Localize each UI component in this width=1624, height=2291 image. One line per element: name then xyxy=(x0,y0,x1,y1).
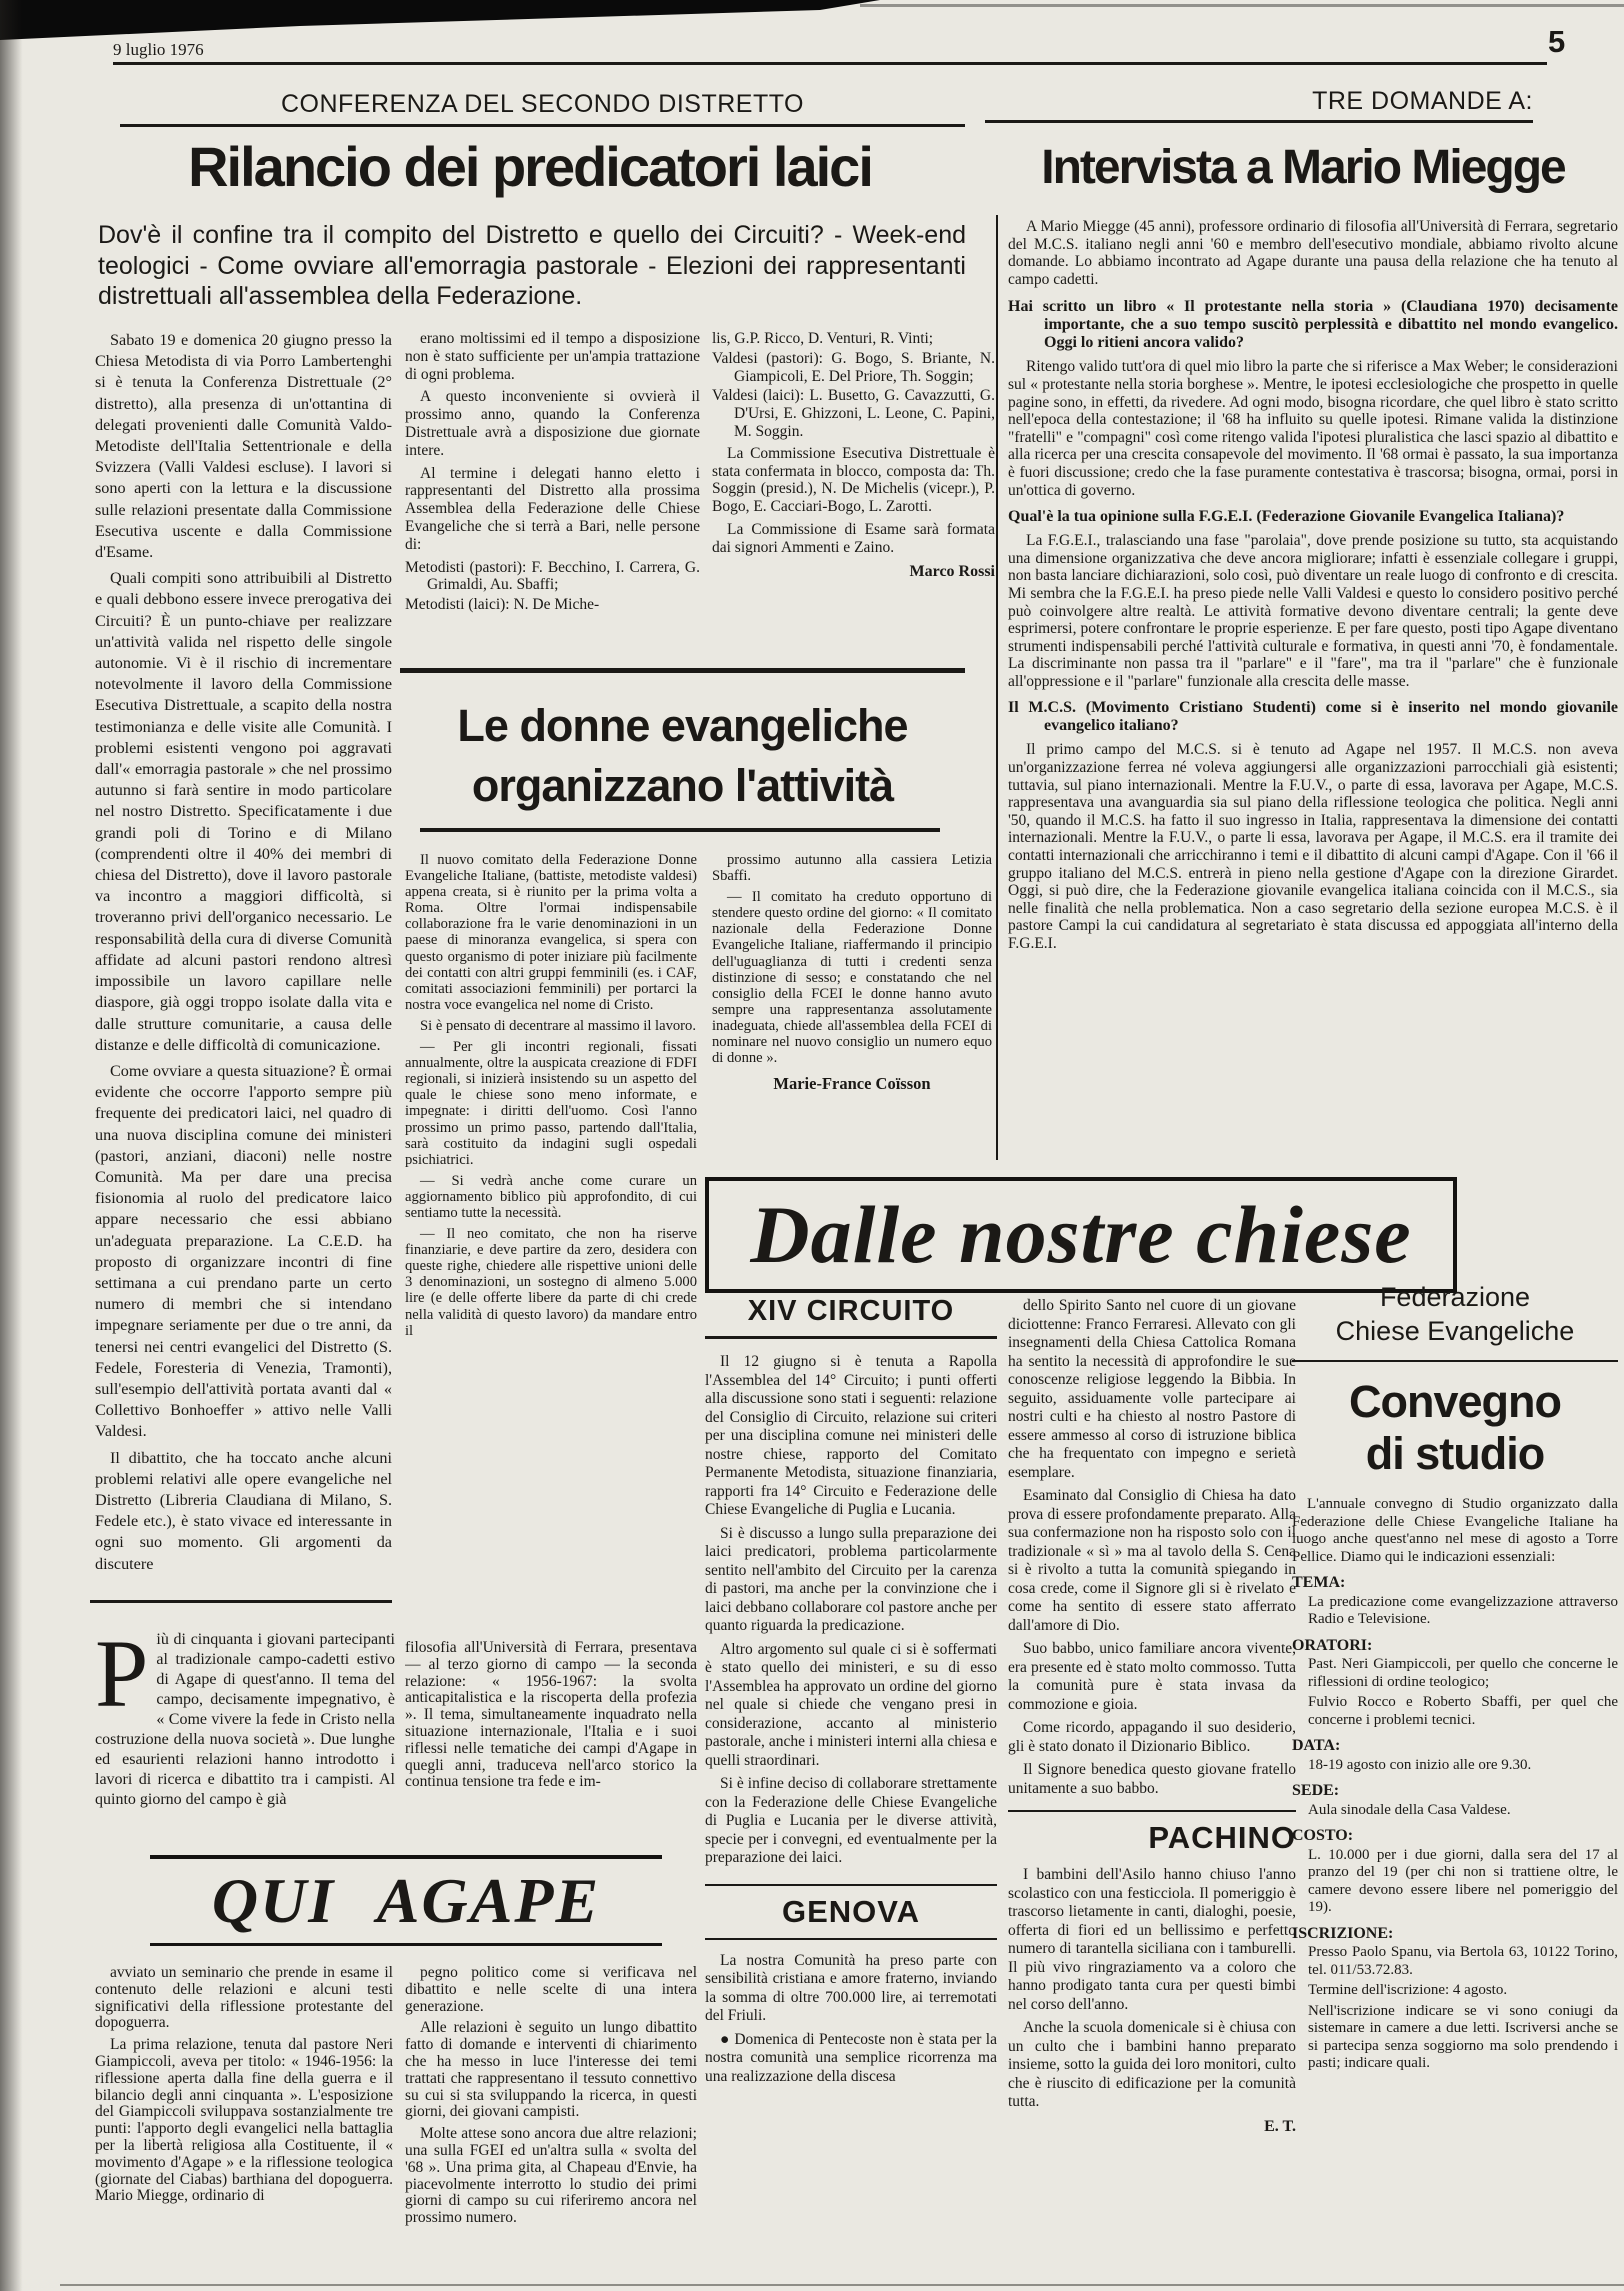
donne-headline-rule xyxy=(420,828,940,832)
rilancio-col2-delegate-list xyxy=(405,559,700,614)
info-item-paragraph: 18-19 agosto con inizio alle ore 9.30. xyxy=(1308,1756,1532,1773)
federazione-header-line2: Chiese Evangeliche xyxy=(1335,1316,1575,1346)
paragraph: lis, G.P. Ricco, D. Venturi, R. Vinti; xyxy=(712,330,934,347)
dalle-column-c xyxy=(1292,1280,1618,2282)
paragraph: Si è discusso a lungo sulla preparazione dei laici predicatori, problema particolarmente sentito nell'ambito del Circuito per la carenza di pastori, ma anche per la convinzione che i laici debbano collaborare col pastore anche per quanto riguarda la predicazione. xyxy=(705,1524,997,1634)
info-item-paragraph: Termine dell'iscrizione: 4 agosto. xyxy=(1308,1982,1508,1998)
xiv-circuito-header: XIV CIRCUITO xyxy=(705,1295,997,1339)
agape-column-2-below xyxy=(405,1965,697,2287)
federazione-header xyxy=(1292,1280,1618,1362)
info-item-paragraph: Nell'iscrizione indicare se vi sono coniugi da sistemare in camere a due letti. Iscriversi anche se si partecipa senza soggiorno ma solo prendendo i pasti; indicare quali. xyxy=(1308,2002,1618,2071)
paragraph: — Si vedrà anche come curare un aggiornamento biblico più approfondito, di cui sentiamo tutte la necessità. xyxy=(405,1172,697,1221)
donne-column-1 xyxy=(405,852,697,1616)
headline-intervista: Intervista a Mario Miegge xyxy=(1041,141,1565,194)
info-item-paragraph: Past. Neri Giampiccoli, per quello che concerne le riflessioni di ordine teologico; xyxy=(1308,1656,1618,1690)
donne-headline-line2: organizzano l'attività xyxy=(471,760,894,811)
kicker-left-rule xyxy=(120,124,965,127)
info-item-label: ISCRIZIONE: xyxy=(1292,1924,1394,1942)
info-item-label: SEDE: xyxy=(1292,1782,1340,1799)
paragraph: Il dibattito, che ha toccato anche alcuni problemi relativi alle opere evangeliche nel Distretto (Libreria Claudiana di Milano, S. Fedele etc.), è stato vivace ed interessante in ogni suo momento. Gli argomenti da discutere xyxy=(95,1448,392,1573)
paragraph: A questo inconveniente si ovvierà il prossimo anno, quando la Conferenza Distrettuale avrà a disposizione due giornate intere. xyxy=(405,388,700,459)
interview-question: Qual'è la tua opinione sulla F.G.E.I. (Federazione Giovanile Evangelica Italiana)? xyxy=(1008,508,1565,526)
paragraph: Molte attese sono ancora due altre relazioni; una sulla FGEI ed un'altra sulla « svolta del '68 ». Una prima gita, al Chapeau d'Envie, ha piacevolmente interrotto lo studio dei primi giorni di campo su cui riferiremo ancora nel prossimo numero. xyxy=(405,2125,697,2227)
info-item-label: TEMA: xyxy=(1292,1574,1346,1591)
interview-answer: La F.G.E.I., tralasciando una fase "parolaia", dove prende posizione su tutto, sta acquistando una dimensione organizzativa che deve ancora migliorare; infatti è essenziale collegare i gruppi, non basta lanciare dichiarazioni, solo così, può diventare un reale luogo di confronto e di crescita. Mi sembra che la F.G.E.I. ha preso piede nelle Valli Valdesi e questo lo considero positivo perché può coinvolgere altre realtà. Le attività formative devono diventare centrali; la gente deve esprimersi, potere confrontare le proprie esperienze. E per fare questo, posti tipo Agape diventano strumenti indispensabili perché l'attività culturale e formativa, in questi anni '70, è fondamentale. La discriminante non passa tra il "parlare" e il "fare", ma tra il "parlare" che è funzionale all'oppressione e il "parlare" funzionale alla crescita delle masse. xyxy=(1008,532,1618,690)
agape-lead-text: iù di cinquanta i giovani partecipanti al tradizionale campo-cadetti estivo di Agape di quest'anno. Il tema del campo, decisamente impegnativo, è « Come vivere la fede in Cristo nella costruzione della nuova società ». Due lunghe ed esaurienti relazioni hanno introdotto i lavori di ricerca e dibattito tra i campisti. Al quinto giorno del campo è già xyxy=(95,1631,395,1808)
dalle-column-b xyxy=(1008,1297,1296,2287)
paragraph: I bambini dell'Asilo hanno chiuso l'anno scolastico con una festicciola. Il pomeriggio è trascorso lietamente in canti, dialoghi, poesie, offerta di fiori ed un bellissimo e perfetto numero di tarantella siciliana con i tamburelli. Il più vivo ringraziamento va a coloro che hanno prodigato tanta cura per questi bimbi nel corso dell'anno. xyxy=(1008,1866,1296,2013)
agape-col2-above-text: filosofia all'Università di Ferrara, presentava — al terzo giorno di campo — la seconda relazione: « 1956-1967: la svolta anticapitalistica e la riscoperta della profezia ». Il tema, simultaneamente inquadrato nella situazione internazionale, l'Italia e i suoi riflessi nelle tematiche dei campi d'Agape in quegli anni, traduceva nell'arco storico la continua tensione tra fede e im- xyxy=(405,1640,697,1791)
paragraph: Il nuovo comitato della Federazione Donne Evangeliche Italiane, (battiste, metodiste valdesi) appena creata, si è riunito per la prima volta a Roma. Oltre l'ormai indispensabile collaborazione fra le varie denominazioni in un paese di minoranza evangelica, si spera con questo organismo di poter iniziare più facilmente dei contatti con altri gruppi femminili (es. i CAF, comitati associazioni femminili) per portarci la nostra voce evangelica nel nome di Cristo. xyxy=(405,852,697,1013)
headline-rilancio: Rilancio dei predicatori laici xyxy=(188,135,872,198)
paragraph: prossimo autunno alla cassiera Letizia Sbaffi. xyxy=(712,852,992,885)
kicker-left: CONFERENZA DEL SECONDO DISTRETTO xyxy=(280,90,804,118)
info-item-label: DATA: xyxy=(1292,1737,1341,1754)
interview-question: Hai scritto un libro « Il protestante nella storia » (Claudiana 1970) decisamente importante, che a suo tempo suscitò perplessità e dibattito nel mondo evangelico. Oggi lo ritieni ancora valido? xyxy=(1008,298,1618,352)
info-item-label: COSTO: xyxy=(1292,1827,1354,1844)
interview-answer: Il primo campo del M.C.S. si è tenuto ad Agape nel 1957. Il M.C.S. non aveva un'organizzazione ferrea né voleva aggiungersi alle organizzazioni parrocchiali già esistenti; tuttavia, sul piano internazionali. Mentre la F.U.V., o parte di essa, lavorava per Agape, M.C.S. rappresentava una avanguardia sia sul piano della riflessione teologica che politica. Negli anni '50, quando il M.C.S. ha fatto il suo ingresso in Italia, rappresentava la dimensione dei contatti internazionali. Mentre la F.U.V., o parte li essa, lavorava per Agape, il M.C.S. era il tramite dei contatti internazionali che arricchiranno i temi e il dibattito di alcuni campi d'Agape. Con il '66 il gruppo italiano del M.C.S. entrerà in pieno nella gestione d'Agape con la direzione Girardet. Oggi, si può dire, che la Federazione giovanile evangelica italiana coincida con il M.C.S., sia nelle finalità che nella problematica. Non a caso segretario della sezione europea M.C.S. è il pastore Campi la cui candidatura al segretariato è stata discussa ed appoggiata all'interno della F.G.E.I. xyxy=(1008,741,1618,952)
drop-cap: P xyxy=(95,1630,149,1727)
paragraph: Metodisti (laici): N. De Miche- xyxy=(405,596,600,614)
paragraph: erano moltissimi ed il tempo a disposizione non è stato sufficiente per un'ampia trattazione di ogni problema. xyxy=(405,330,700,383)
convegno-title-line1: Convegno xyxy=(1349,1376,1561,1427)
paragraph: Il 12 giugno si è tenuta a Rapolla l'Assemblea del 14° Circuito; i punti offerti alla discussione sono stati i seguenti: relazione del Consiglio di Circuito, relazione sui criteri per una disciplina comune nei ministeri delle nostre chiese, rapporto del Comitato Permanente Metodista, situazione finanziaria, rapporti fra 14° Circuito e Federazione delle Chiese Evangeliche di Puglia e Lucania. xyxy=(705,1353,997,1518)
pachino-paragraphs xyxy=(1008,1866,1296,2112)
paragraph: Metodisti (pastori): F. Becchino, I. Carrera, G. Grimaldi, Au. Sbaffi; xyxy=(405,558,700,594)
info-item-paragraph: Fulvio Rocco e Roberto Sbaffi, per quel che concerne i problemi tecnici. xyxy=(1308,1694,1618,1728)
paragraph: La Commissione di Esame sarà formata dai signori Ammenti e Zaino. xyxy=(712,520,995,556)
kicker-right-rule xyxy=(985,120,1533,123)
interview-question: Il M.C.S. (Movimento Cristiano Studenti) come si è inserito nel mondo giovanile evangelico italiano? xyxy=(1008,699,1618,735)
paragraph: La nostra Comunità ha preso parte con sensibilità cristiana e amore fraterno, inviando la somma di oltre 700.000 lire, ai terremotati del Friuli. xyxy=(705,1951,997,2024)
agape-lead-paragraph xyxy=(95,1630,395,1842)
paragraph: Alle relazioni è seguito un lungo dibattito fatto di domande e interventi di chiarimento che ha messo in luce l'interesse dei temi trattati che rappresentano il tessuto connettivo su cui si sta sviluppando la ricerca, in questi giorni, dei giovani campisti. xyxy=(405,2019,697,2121)
column-divider-vertical xyxy=(996,215,998,1160)
intervista-intro: A Mario Miegge (45 anni), professore ordinario di filosofia all'Università di Ferrara, segretario del M.C.S. italiano negli anni '60 e membro dell'esecutivo mondiale, abbiamo rivolto alcune domande. Lo abbiamo incontrato ad Agape durante una pausa della relazione che ha tenuto al campo cadetti. xyxy=(1008,218,1618,288)
paragraph: — Il neo comitato, che non ha riserve finanziarie, e deve partire da zero, desidera con queste righe, chiedere alle rispettive unioni delle 3 denominazioni, un sostegno di almeno 5.000 lire (e delle offerte libere da parte di chi crede nella validità di questo lavoro) da mandare entro il xyxy=(405,1226,697,1339)
dalle-column-a xyxy=(705,1295,997,2287)
intervista-article xyxy=(1008,218,1618,1166)
byline-marco-rossi: Marco Rossi xyxy=(909,562,995,580)
paragraph: Come ovviare a questa situazione? È ormai evidente che occorre l'apporto sempre più frequente dei predicatori laici, nel quadro di una nuova disciplina comune dei ministeri (pastori, anziani, diaconi) nelle nostre Comunità. Ma per dare una precisa fisionomia al ruolo del predicatore laico appare necessario che essi abbiano un'adeguata preparazione. La C.E.D. ha proposto di organizzare incontri di fine settimana a cui prendano parte un certo numero di membri che si intendano impegnare seriamente per due o tre anni, da tenersi nei centri evangelici del Distretto (S. Fedele, Foresteria di Venezia, Tramonti), sull'esempio dell'attività portata avanti dal « Collettivo Bonhoeffer » attivo nelle Valli Valdesi. xyxy=(95,1061,392,1441)
federazione-header-line1: Federazione xyxy=(1379,1282,1531,1312)
paragraph: Al termine i delegati hanno eletto i rappresentanti del Distretto alla prossima Assemblea della Federazione delle Chiese Evangeliche che si terrà a Bari, nelle persone di: xyxy=(405,464,700,553)
signature-e-t: E. T. xyxy=(1264,2117,1296,2135)
convegno-intro: L'annuale convegno di Studio organizzato dalla Federazione delle Chiese Evangeliche Italiane ha luogo anche quest'anno nel mese di agosto a Torre Pellice. Diamo qui le indicazioni essenziali: xyxy=(1292,1496,1618,1565)
rilancio-col3-delegate-list xyxy=(712,330,995,441)
paragraph: Il Signore benedica questo giovane fratello unitamente a suo babbo. xyxy=(1008,1761,1296,1797)
page-date: 9 luglio 1976 xyxy=(113,40,204,59)
agape-section-rule xyxy=(90,1600,392,1603)
rilancio-column-3 xyxy=(712,330,995,670)
convegno-di-studio-title xyxy=(1292,1376,1618,1480)
paragraph: pegno politico come si verificava nel dibattito e nelle scelte di una intera generazione. xyxy=(405,1965,697,2015)
pachino-header: PACHINO xyxy=(1008,1810,1296,1856)
rilancio-column-2 xyxy=(405,330,700,664)
paragraph: ● Domenica di Pentecoste non è stata per la nostra comunità una semplice ricorrenza ma una realizzazione della discesa xyxy=(705,2030,997,2085)
paragraph: Come ricordo, appagando il suo desiderio, gli è stato donato il Dizionario Biblico. xyxy=(1008,1719,1296,1755)
paragraph: La Commissione Esecutiva Distrettuale è stata confermata in blocco, composta da: Th. Soggin (presid.), N. De Michelis (vicepr.), P. Bogo, E. Cacciari-Bogo, L. Zarotti. xyxy=(712,444,995,516)
intervista-qa xyxy=(1008,298,1618,952)
info-item-paragraph: L. 10.000 per i due giorni, dalla sera del 17 al pranzo del 19 (per chi non si trattiene oltre, le camere devono essere libere nel pomeriggio del 19). xyxy=(1308,1846,1618,1915)
rilancio-col3-paragraphs xyxy=(712,445,995,557)
genova-continuation-paragraphs xyxy=(1008,1297,1296,1798)
scan-edge-artifact-left xyxy=(0,0,30,2291)
paragraph: Anche la scuola domenicale si è chiusa con un culto che i bambini hanno preparato insieme, sotto la guida dei loro monitori, culto che è riuscito di edificazione per la comunità tutta. xyxy=(1008,2019,1296,2110)
info-item-label: ORATORI: xyxy=(1292,1636,1373,1654)
xiv-circuito-paragraphs xyxy=(705,1353,997,1868)
byline-marie-france-coisson: Marie-France Coïsson xyxy=(773,1074,931,1094)
paragraph: Sabato 19 e domenica 20 giugno presso la Chiesa Metodista di via Porro Lambertenghi si è tenuta la Conferenza Distrettuale (2° distretto), alla presenza di un'ottantina di delegati provenienti dalle Comunità Valdo-Metodiste dell'Italia Settentrionale e della Svizzera (Valli Valdesi escluse). I lavori si sono aperti con la lettura e la discussione sulle relazioni presentate dalla Commissione Esecutiva uscente e dalla Commissione d'Esame. xyxy=(95,331,392,562)
donne-headline-line1: Le donne evangeliche xyxy=(457,700,908,751)
agape-column-1-below xyxy=(95,1965,393,2287)
paragraph: — Per gli incontri regionali, fissati annualmente, oltre la auspicata creazione di FDFI regionali, si inizierà insistendo su un aspetto del quale le chiese sono meno informate, e impegnate: i diritti dell'uomo. Così l'anno prossimo un primo passo, partendo dall'Italia, sarà costituito da indagini sugli ospedali psichiatrici. xyxy=(405,1039,697,1168)
scan-edge-artifact-line xyxy=(860,4,1624,7)
genova-paragraphs xyxy=(705,1952,997,2087)
rilancio-col2-paragraphs xyxy=(405,330,700,554)
kicker-right: TRE DOMANDE A: xyxy=(1312,87,1533,115)
genova-header: GENOVA xyxy=(705,1884,997,1940)
paragraph: Si è infine deciso di collaborare strettamente con la Federazione delle Chiese Evangeliche di Puglia e Lucania per le diverse attività, specie per i convegni, ed eventualmente per la preparazione dei laici. xyxy=(705,1775,997,1866)
paragraph: dello Spirito Santo nel cuore di un giovane diciottenne: Franco Ferraresi. Allevato con gli insegnamenti della Chiesa Cattolica Romana ha sentito la necessità di approfondire le sue conoscenze religiose leggendo la Bibbia. In seguito, assiduamente volle partecipare ai nostri culti e ha chiesto al nostro Pastore di essere ammesso al corso di istruzione biblica che ha frequentato con impegno e serietà esemplare. xyxy=(1008,1297,1296,1481)
banner-dalle-nostre-chiese: Dalle nostre chiese xyxy=(705,1177,1457,1293)
donne-headline xyxy=(400,696,965,816)
paragraph: — Il comitato ha creduto opportuno di stendere questo ordine del giorno: « Il comitato nazionale della Federazione Donne Evangeliche Italiane, riaffermando il principio dell'uguaglianza di tutti i credenti senza distinzione di sesso; e constatando che nel consiglio della FCEI le donne hanno avuto sempre una rappresentanza assolutamente inadeguata, chiede all'assemblea della FCEI di nominare nel nuovo consiglio un numero equo di donne ». xyxy=(712,889,992,1067)
paragraph: Suo babbo, unico familiare ancora vivente, era presente ed è stato molto commosso. Tutta la comunità pure è stata invasa da commozione e gioia. xyxy=(1008,1640,1296,1713)
donne-column-2 xyxy=(712,852,992,1152)
scan-edge-artifact-top xyxy=(0,0,880,42)
paragraph: avviato un seminario che prende in esame il contenuto delle relazioni e alcuni testi significativi della riflessione protestante del dopoguerra. xyxy=(95,1965,393,2032)
info-item-paragraph: La predicazione come evangelizzazione attraverso Radio e Televisione. xyxy=(1308,1593,1618,1627)
banner-qui-agape: QUI AGAPE xyxy=(150,1855,662,1946)
paragraph: Esaminato dal Consiglio di Chiesa ha dato prova di essere profondamente preparato. Alla sua confermazione non ha risposto solo con il tradizionale « sì » ma al tavolo della S. Cena si è rivolto a tutta la comunità spiegando in cosa crede, come il Signore gli si è rivelato e come ha sentito di essere stato afferrato dall'amore di Dio. xyxy=(1008,1487,1296,1634)
convegno-title-line2: di studio xyxy=(1365,1428,1545,1479)
deck-rilancio: Dov'è il confine tra il compito del Distretto e quello dei Circuiti? - Week-end teologici - Come ovviare all'emorragia pastorale - Elezioni dei rappresentanti distrettuali all'assemblea della Federazione. xyxy=(98,221,966,310)
paragraph: Valdesi (laici): L. Busetto, G. Cavazzutti, G. D'Ursi, E. Ghizzoni, L. Leone, C. Papini, M. Soggin. xyxy=(712,387,995,440)
paragraph: Valdesi (pastori): G. Bogo, S. Briante, N. Giampicoli, E. Del Priore, Th. Soggin; xyxy=(712,349,995,385)
paragraph: Si è pensato di decentrare al massimo il lavoro. xyxy=(420,1017,696,1034)
rilancio-column-1 xyxy=(95,330,392,1592)
paragraph: La prima relazione, tenuta dal pastore Neri Giampiccoli, aveva per titolo: « 1946-1956: la riflessione aperta dalla fine della guerra e il bilancio degli anni cinquanta ». L'esposizione del Giampiccoli sviluppava sostanzialmente tre punti: l'apporto degli evangelici nella battaglia per la libertà religiosa alla Costituente, il « movimento d'Agape » e la riflessione teologica (giornate del Ciabas) barthiana del dopoguerra. Mario Miegge, ordinario di xyxy=(95,2036,393,2205)
agape-column-2-above xyxy=(405,1640,697,1848)
donne-top-rule xyxy=(400,668,965,673)
masthead-rule xyxy=(113,62,1547,65)
convegno-info-items xyxy=(1292,1574,1618,2073)
paragraph: Altro argomento sul quale ci si è soffermati è stato quello dei ministeri, e su di esso l'Assemblea ha approvato un ordine del giorno nel quale si chiede che vengano presi in considerazione, accanto al ministerio pastorale, anche i ministeri interni alla chiesa e quelli straordinari. xyxy=(705,1640,997,1769)
paragraph: Quali compiti sono attribuibili al Distretto e quali debbono essere invece prerogativa dei Circuiti? È un punto-chiave per realizzare un'attività valida nel rispetto delle singole autonomie. Vi è il rischio di incrementare notevolmente il lavoro della Commissione Esecutiva Distrettuale, a scapito della nostra testimonianza e delle visite alle Comunità. I problemi esistenti vengono poi aggravati dall'« emorragia pastorale » che nel prossimo autunno si farà sentire in modo particolare nel nostro Distretto. Specificatamente i due grandi poli di Torino e di Milano (comprendenti oltre il 40% dei membri di chiesa del Distretto), dove il lavoro pastorale va incontro a maggiori difficoltà, si troveranno privi dell'organico necessario. Le responsabilità della cura di diverse Comunità affidate ad alcuni pastori rendono altresì impossibile un lavoro capillare nelle diaspore, già oggi troppo isolate dalla vita e dalle strutture comunitarie, a causa delle distanze e delle difficoltà di comunicazione. xyxy=(95,569,392,1054)
page-number: 5 xyxy=(1548,24,1566,59)
info-item-paragraph: Aula sinodale della Casa Valdese. xyxy=(1308,1801,1511,1818)
donne-col2-paragraphs xyxy=(712,852,992,1066)
info-item-paragraph: Presso Paolo Spanu, via Bertola 63, 10122 Torino, tel. 011/53.72.83. xyxy=(1308,1944,1618,1978)
interview-answer: Ritengo valido tutt'ora di quel mio libro la parte che si riferisce a Max Weber; le considerazioni sul « protestante nella storia borghese ». Mentre, le ipotesi ecclesiologiche che prospetto in quelle pagine sono, in effetti, da rivedere. Ad ogni modo, bisogna ricordare, che quel libro è stato scritto nell'epoca della contestazione; il '68 ha influito su quelle ipotesi. Rimane valida la distinzione "fratelli" e "compagni" così come ritengo valida l'ipotesi pluralistica che lasci spazio al dibattito e alla ricerca per una crescita consapevole del movimento. Il '68 ormai è passato, la sua importanza è fuori discussione; credo che la fase puramente contestativa è trascorsa; bisogna, ormai, porsi in un'ottica di governo. xyxy=(1008,358,1618,499)
